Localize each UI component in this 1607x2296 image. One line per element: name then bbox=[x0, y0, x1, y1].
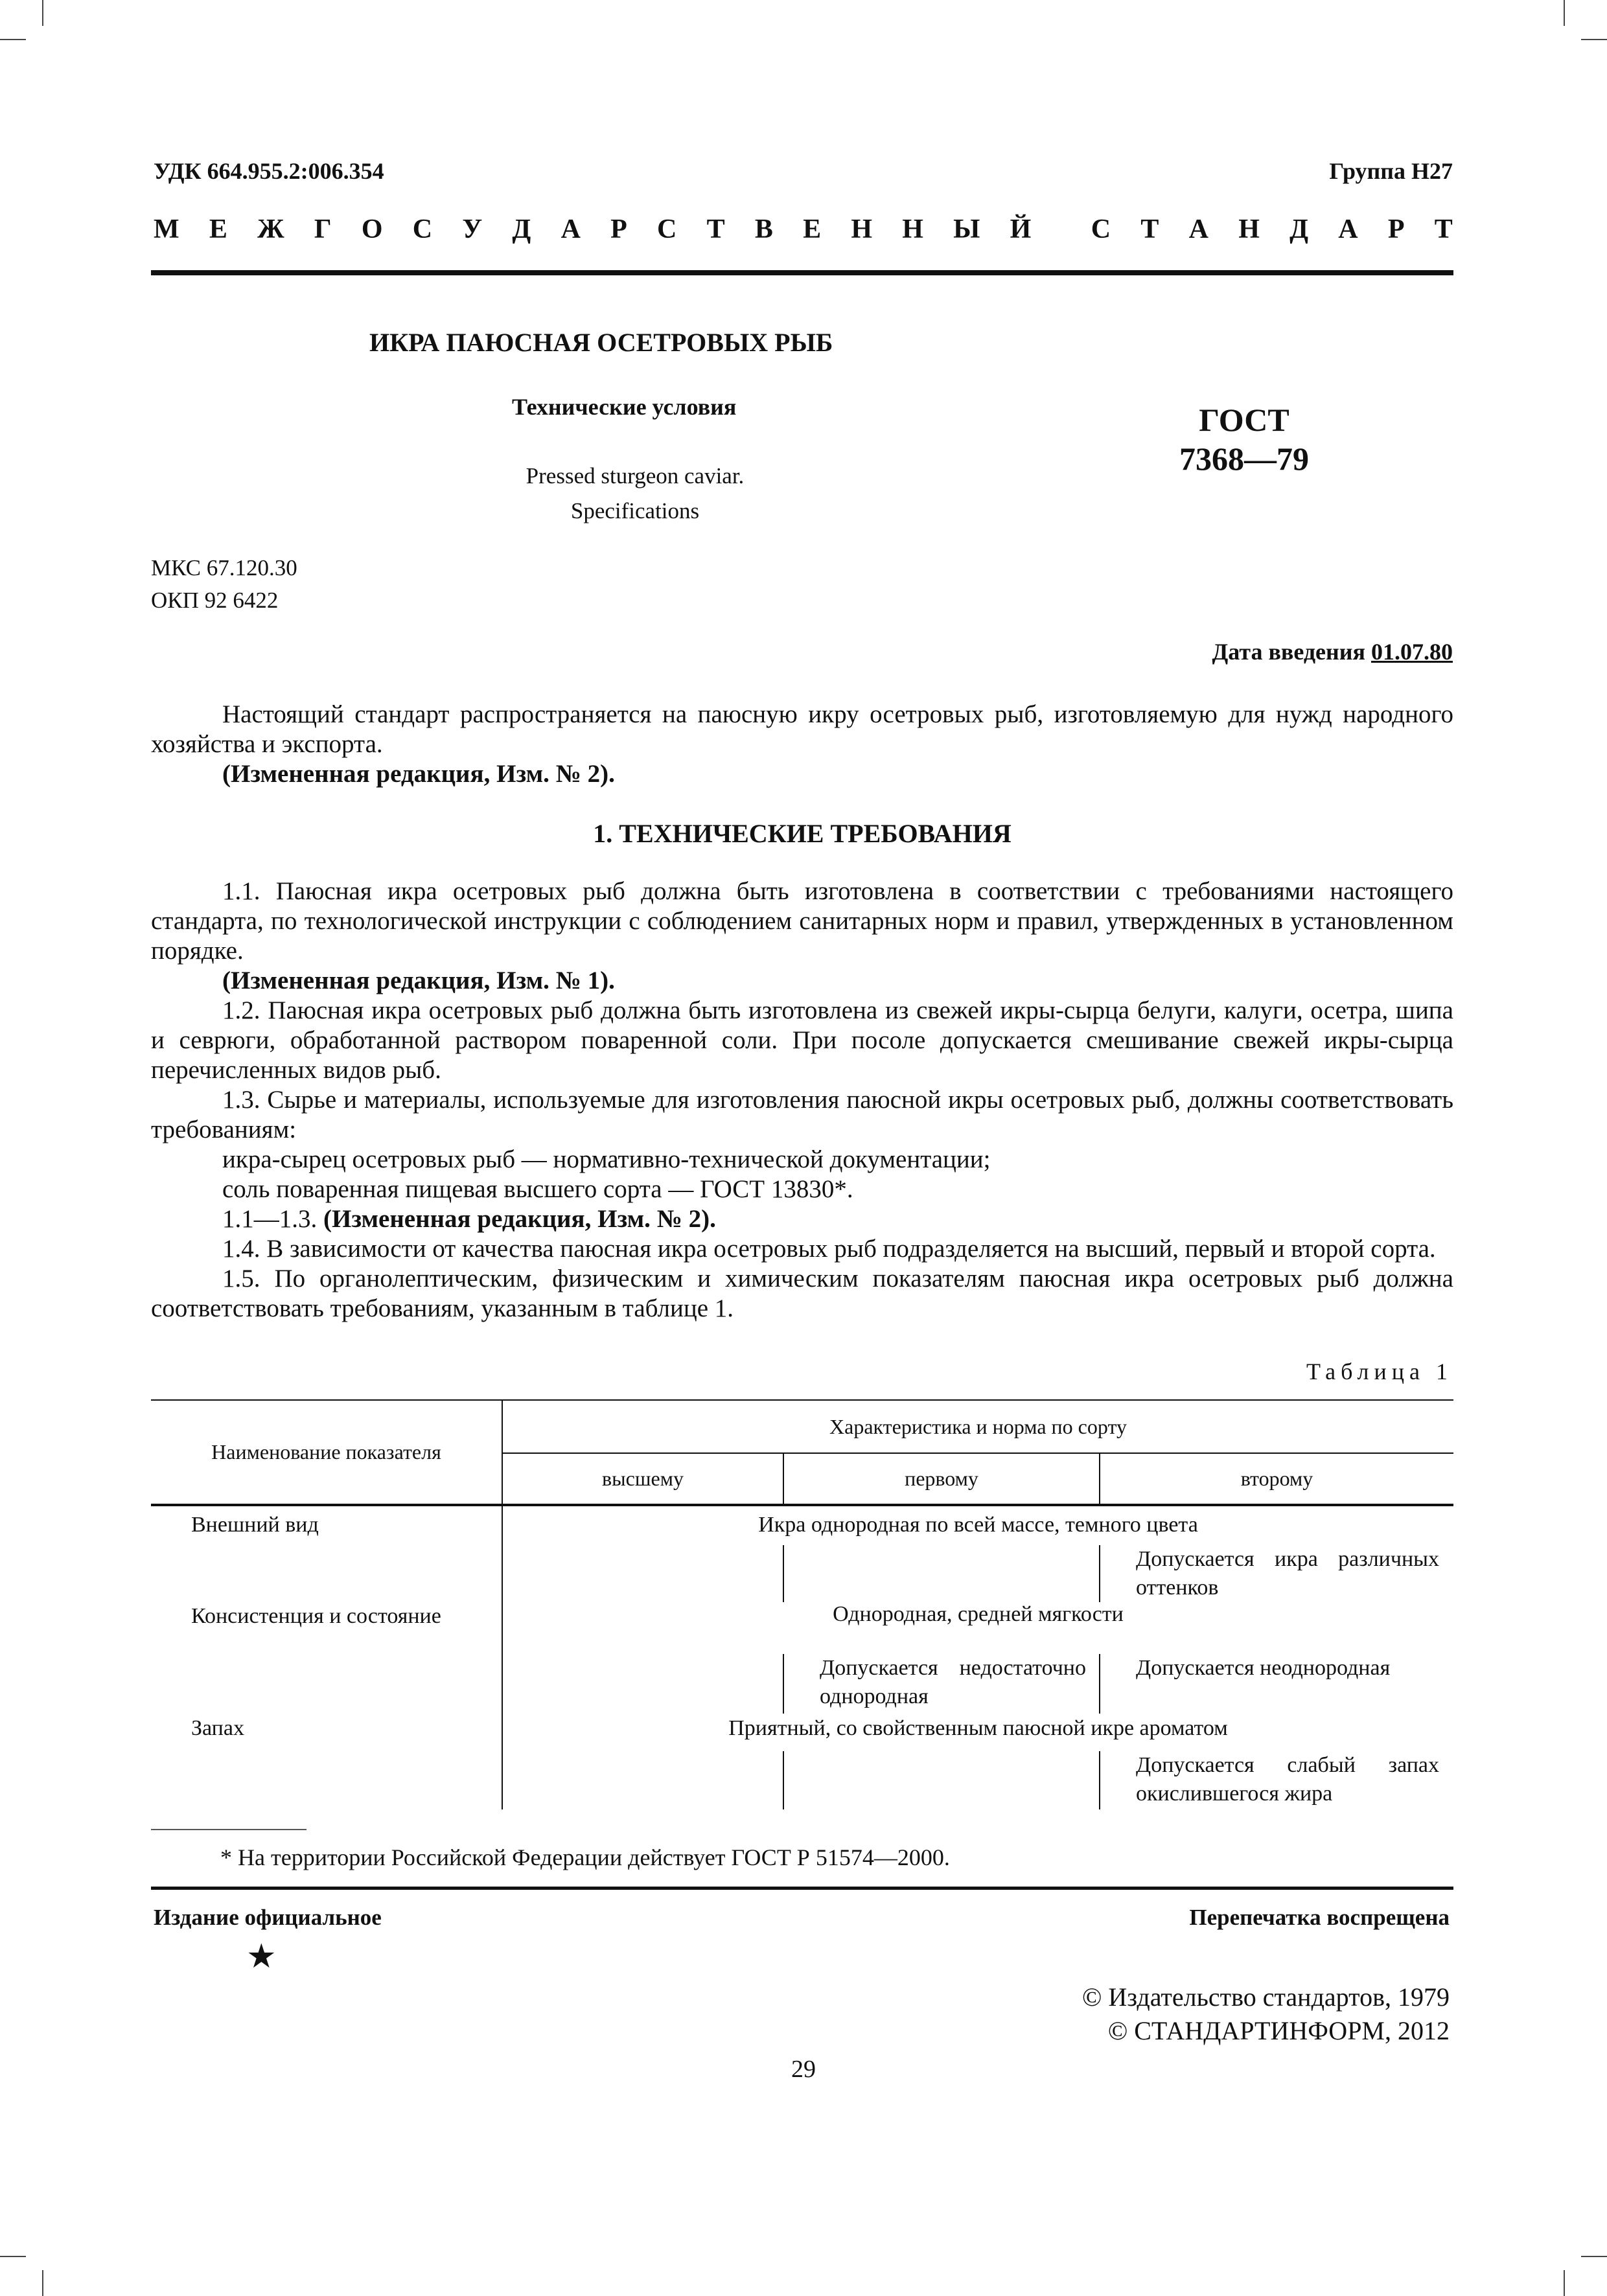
heading-letter: Д bbox=[512, 214, 531, 244]
heading-letter: Т bbox=[1140, 214, 1159, 244]
standard-type-heading bbox=[154, 214, 1453, 245]
intro-text: Настоящий стандарт распространяется на паюсную икру осетровых рыб, изготовляемую для нужд народного хозяйства и экспорта. bbox=[151, 700, 1453, 758]
header-grade-2: первому bbox=[783, 1453, 1100, 1505]
table-caption: Таблица 1 bbox=[1306, 1359, 1453, 1384]
crop-mark bbox=[0, 39, 26, 40]
copyright-1979: © Издательство стандартов, 1979 bbox=[1081, 1982, 1450, 2012]
table-cell bbox=[502, 1654, 783, 1714]
heading-letter: М bbox=[154, 214, 179, 244]
row-smell-grade3: Допускается слабый запах окислившегося жира bbox=[1136, 1753, 1439, 1806]
heading-letter: Е bbox=[209, 214, 227, 244]
heading-letter: Й bbox=[1010, 214, 1032, 244]
heading-letter: Ы bbox=[953, 214, 980, 244]
row-consistency-grade2: Допускается недостаточно однородная bbox=[783, 1654, 1100, 1714]
mks-code: МКС 67.120.30 bbox=[151, 555, 297, 580]
row-smell-name: Запах bbox=[151, 1714, 502, 1751]
crop-mark bbox=[0, 2256, 26, 2257]
clause-range: 1.1—1.3. bbox=[222, 1205, 318, 1233]
official-edition: Издание официальное bbox=[154, 1905, 382, 1930]
heading-letter: У bbox=[462, 214, 483, 244]
table-cell bbox=[151, 1545, 502, 1602]
copyright-2012: © СТАНДАРТИНФОРМ, 2012 bbox=[1107, 2016, 1450, 2045]
table-cell bbox=[151, 1654, 502, 1714]
page-number: 29 bbox=[791, 2056, 816, 2083]
classification-codes bbox=[151, 552, 297, 617]
date-label: Дата введения bbox=[1212, 639, 1365, 665]
heading-letter: А bbox=[561, 214, 581, 244]
row-smell-all: Приятный, со свойственным паюсной икре ароматом bbox=[728, 1716, 1228, 1740]
group-code: Группа Н27 bbox=[1329, 158, 1453, 184]
table-cell bbox=[502, 1751, 783, 1809]
footer-rule bbox=[151, 1887, 1453, 1890]
header-grade-group: Характеристика и норма по сорту bbox=[502, 1400, 1453, 1453]
section-heading: 1. ТЕХНИЧЕСКИЕ ТРЕБОВАНИЯ bbox=[593, 819, 1012, 848]
heading-letter: Д bbox=[1289, 214, 1309, 244]
effective-date bbox=[1212, 638, 1453, 665]
table-cell bbox=[502, 1545, 783, 1602]
intro-paragraph bbox=[151, 700, 1453, 789]
clause-1-2: 1.2. Паюсная икра осетровых рыб должна быть изготовлена из свежей икры-сырца белуги, калуги, осетра, шипа и севрюги, обработанной раствором поваренной соли. При посоле допускается смешивание свежей икры-сырца перечисленных видов рыб. bbox=[151, 996, 1453, 1084]
heading-letter: О bbox=[361, 214, 383, 244]
english-title bbox=[454, 459, 816, 529]
section-body bbox=[151, 877, 1453, 1324]
header-indicator: Наименование показателя bbox=[151, 1400, 502, 1505]
gost-label: ГОСТ bbox=[1199, 402, 1289, 438]
heading-letter: Ж bbox=[257, 214, 284, 244]
row-consistency-all: Однородная, средней мягкости bbox=[833, 1602, 1124, 1626]
heading-letter: Г bbox=[314, 214, 332, 244]
heading-letter: Т bbox=[706, 214, 725, 244]
date-value: 01.07.80 bbox=[1371, 639, 1453, 665]
heading-letter: Н bbox=[902, 214, 923, 244]
clause-1-3-item-a: икра-сырец осетровых рыб — нормативно-технической документации; bbox=[222, 1145, 991, 1173]
row-appearance-all: Икра однородная по всей массе, темного цвета bbox=[758, 1513, 1198, 1537]
heading-letter: Н bbox=[1238, 214, 1260, 244]
gost-number bbox=[1147, 400, 1341, 478]
requirements-table bbox=[151, 1399, 1453, 1809]
clause-range-amendment: (Измененная редакция, Изм. № 2). bbox=[323, 1205, 716, 1233]
table-cell bbox=[151, 1751, 502, 1809]
header-rule bbox=[151, 270, 1453, 275]
row-appearance-name: Внешний вид bbox=[151, 1505, 502, 1545]
clause-1-1-1-3-amendment bbox=[151, 1204, 1453, 1234]
udk-code: УДК 664.955.2:006.354 bbox=[154, 158, 384, 184]
heading-letter: С bbox=[1091, 214, 1111, 244]
heading-letter: Н bbox=[851, 214, 873, 244]
heading-letter: Р bbox=[610, 214, 627, 244]
crop-mark bbox=[1581, 39, 1607, 40]
heading-letter: Т bbox=[1434, 214, 1453, 244]
english-title-line1: Pressed sturgeon caviar. bbox=[526, 463, 745, 488]
header-grade-3: второму bbox=[1100, 1453, 1453, 1505]
crop-mark bbox=[42, 2270, 43, 2296]
star-icon: ★ bbox=[246, 1938, 277, 1975]
row-appearance-grade3: Допускается икра различных оттенков bbox=[1136, 1547, 1439, 1600]
document-title: ИКРА ПАЮСНАЯ ОСЕТРОВЫХ РЫБ bbox=[369, 328, 833, 357]
clause-1-5: 1.5. По органолептическим, физическим и химическим показателям паюсная икра осетровых рыб должна соответствовать требованиям, указанным в таблице 1. bbox=[151, 1265, 1453, 1322]
heading-letter: А bbox=[1188, 214, 1208, 244]
crop-mark bbox=[42, 0, 43, 26]
crop-mark bbox=[1564, 0, 1565, 26]
reprint-notice: Перепечатка воспрещена bbox=[1189, 1905, 1450, 1930]
heading-letter: В bbox=[754, 214, 773, 244]
footnote-rule bbox=[151, 1829, 306, 1830]
okp-code: ОКП 92 6422 bbox=[151, 588, 279, 613]
header-grade-1: высшему bbox=[502, 1453, 783, 1505]
clause-1-1: 1.1. Паюсная икра осетровых рыб должна быть изготовлена в соответствии с требованиями настоящего стандарта, по технологической инструкции с соблюдением санитарных норм и правил, утвержденных в установленном порядке. bbox=[151, 877, 1453, 965]
heading-letter: С bbox=[412, 214, 433, 244]
intro-amendment: (Измененная редакция, Изм. № 2). bbox=[222, 760, 615, 788]
clause-1-3: 1.3. Сырье и материалы, используемые для изготовления паюсной икры осетровых рыб, должны соответствовать требованиям: bbox=[151, 1086, 1453, 1143]
clause-1-4: 1.4. В зависимости от качества паюсная икра осетровых рыб подразделяется на высший, первый и второй сорта. bbox=[222, 1235, 1436, 1263]
heading-letter: Р bbox=[1387, 214, 1405, 244]
gost-code: 7368—79 bbox=[1179, 441, 1309, 477]
clause-1-1-amendment: (Измененная редакция, Изм. № 1). bbox=[222, 967, 615, 994]
crop-mark bbox=[1581, 2256, 1607, 2257]
english-title-line2: Specifications bbox=[570, 498, 700, 523]
clause-1-3-item-b: соль поваренная пищевая высшего сорта — ГОСТ 13830*. bbox=[222, 1175, 853, 1203]
heading-letter: С bbox=[657, 214, 677, 244]
footnote: * На территории Российской Федерации действует ГОСТ Р 51574—2000. bbox=[220, 1844, 950, 1870]
table-cell bbox=[783, 1751, 1100, 1809]
row-consistency-grade3: Допускается неоднородная bbox=[1136, 1656, 1391, 1680]
heading-letter: Е bbox=[803, 214, 822, 244]
heading-letter: А bbox=[1338, 214, 1358, 244]
row-consistency-name: Консистенция и состояние bbox=[151, 1602, 502, 1654]
table-cell bbox=[783, 1545, 1100, 1602]
crop-mark bbox=[1564, 2270, 1565, 2296]
copyright bbox=[1082, 1980, 1450, 2048]
document-subtitle: Технические условия bbox=[512, 394, 737, 420]
